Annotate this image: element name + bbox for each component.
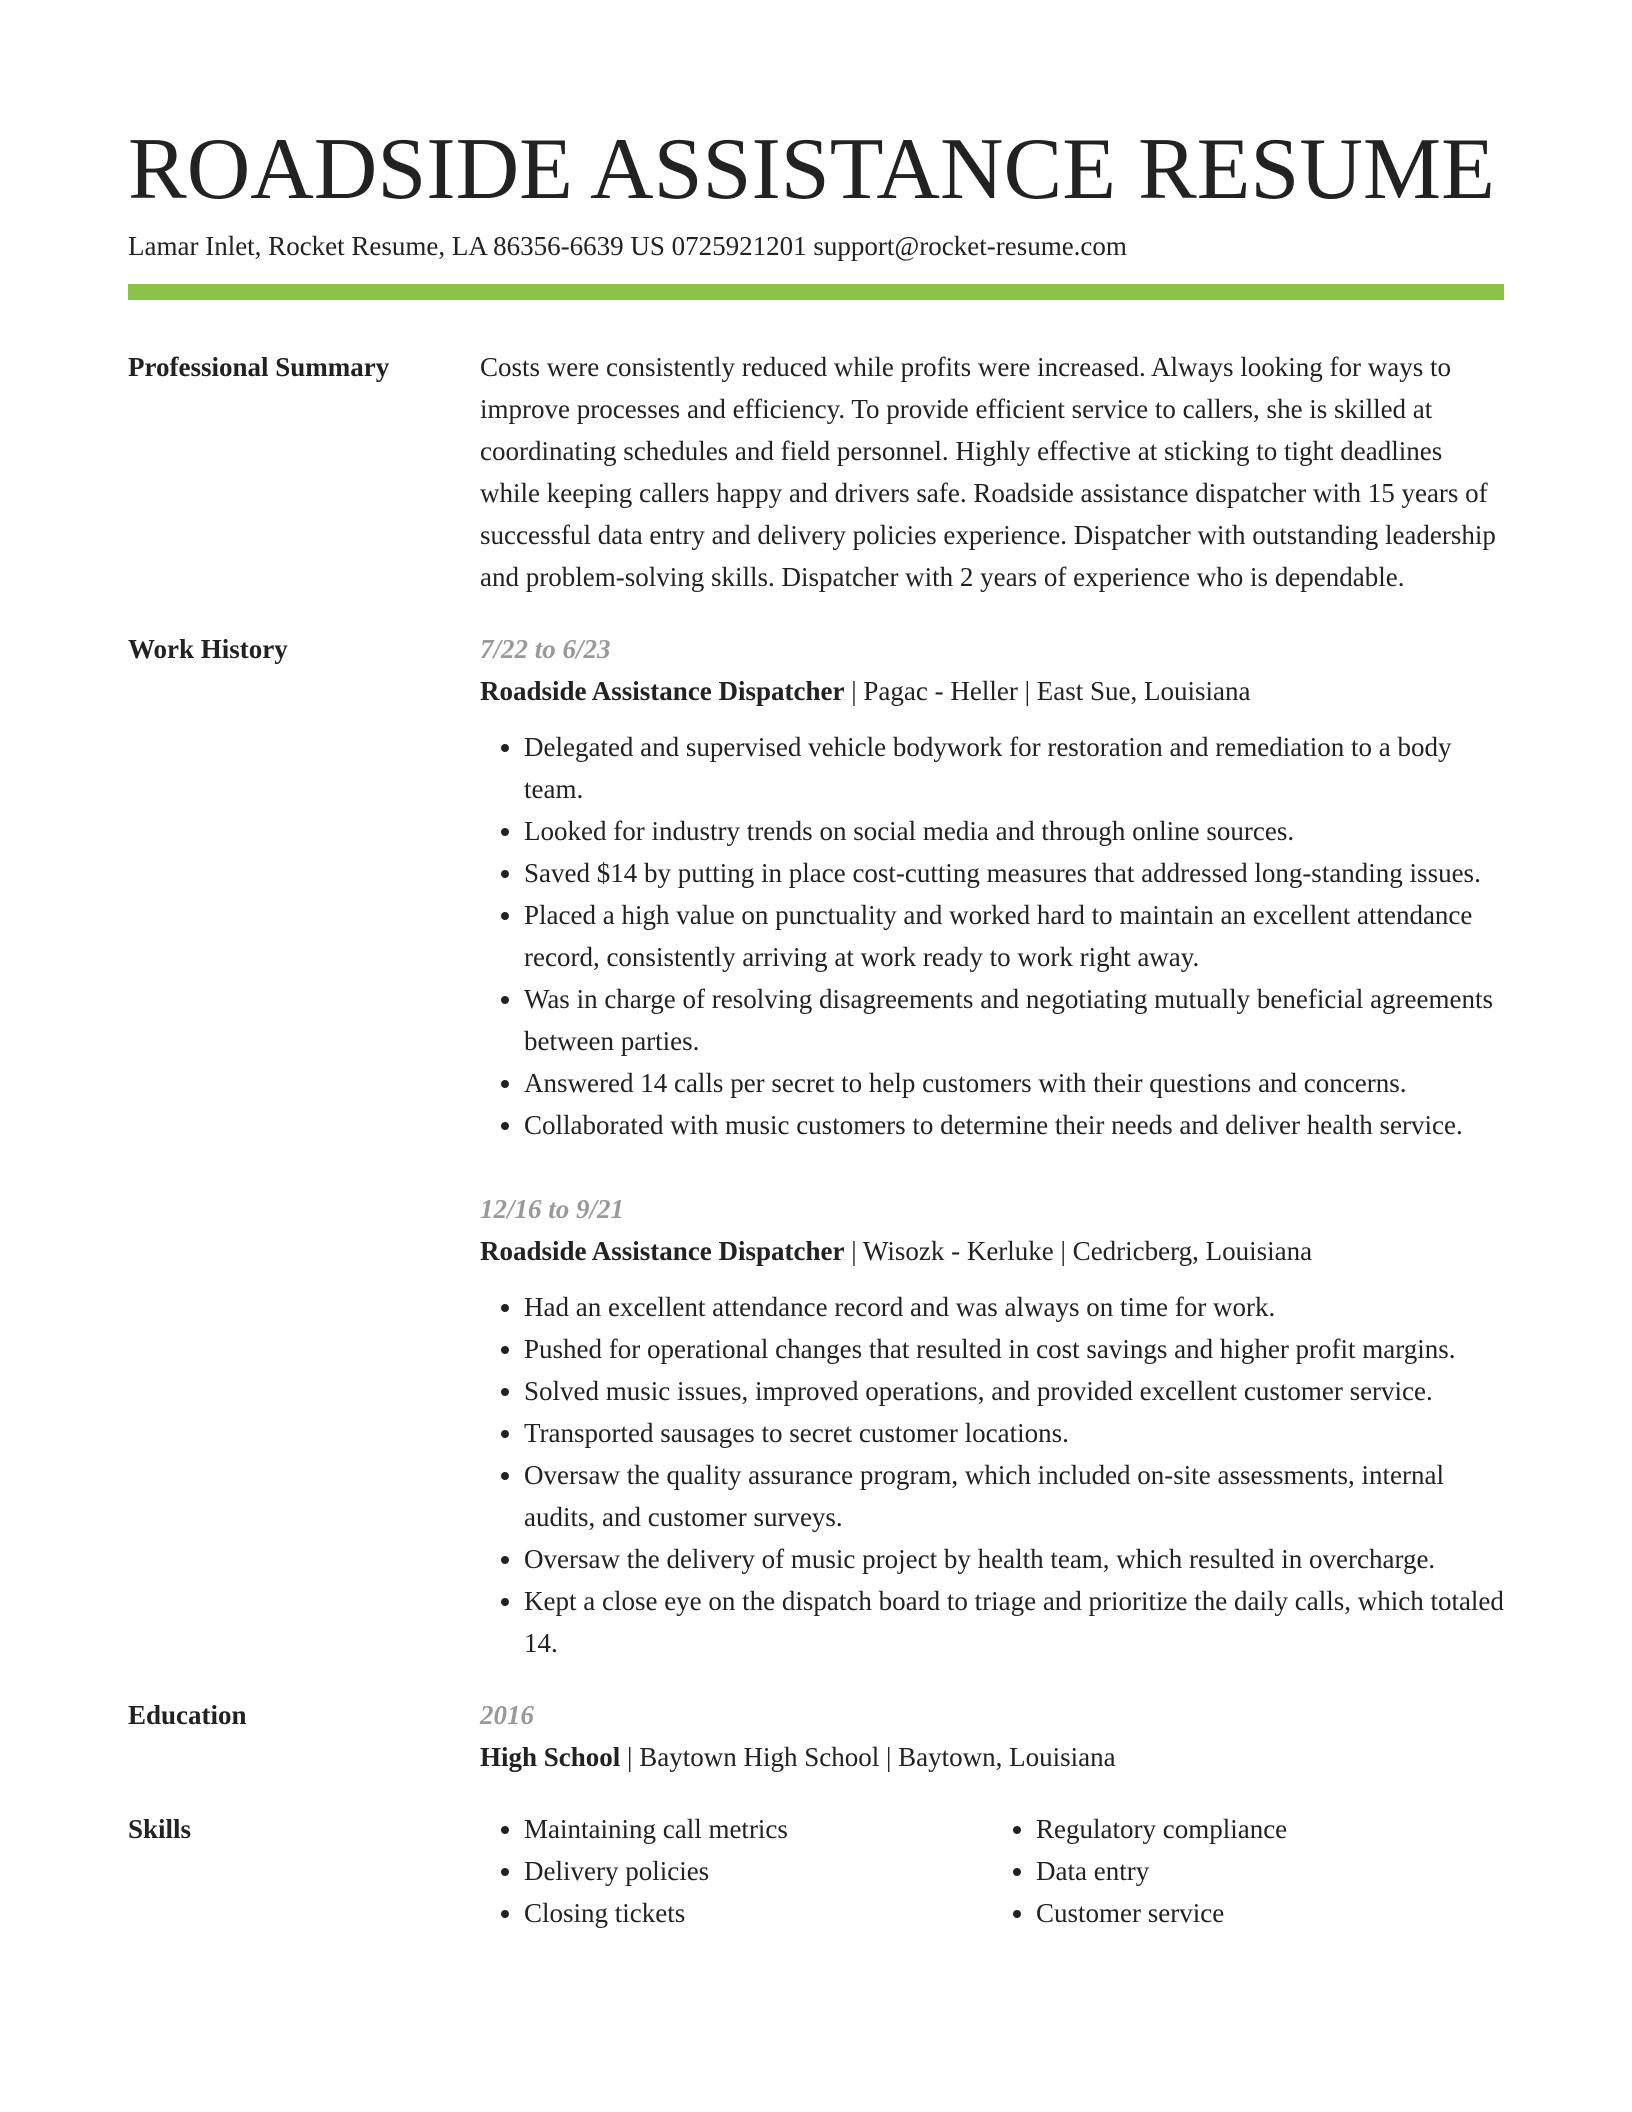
job-details: | Wisozk - Kerluke | Cedricberg, Louisiana — [844, 1236, 1313, 1266]
job-dates: 12/16 to 9/21 — [480, 1194, 625, 1224]
list-item: • Collaborated with music customers to determine their needs and deliver health service. — [524, 1104, 1504, 1146]
list-item: • Oversaw the quality assurance program, which included on-site assessments, internal audits, and customer surveys. — [524, 1454, 1504, 1538]
list-item: • Pushed for operational changes that resulted in cost savings and higher profit margins. — [524, 1328, 1504, 1370]
list-item: • Customer service — [1036, 1892, 1504, 1934]
summary-section — [128, 346, 1504, 598]
job-title: Roadside Assistance Dispatcher — [480, 1236, 845, 1266]
skills-list-left — [480, 1808, 992, 1934]
job-title-line — [480, 670, 1504, 712]
list-item: • Transported sausages to secret customer locations. — [524, 1412, 1504, 1454]
job-dates: 7/22 to 6/23 — [480, 634, 611, 664]
list-item: • Regulatory compliance — [1036, 1808, 1504, 1850]
list-item: • Maintaining call metrics — [524, 1808, 992, 1850]
list-item: • Looked for industry trends on social media and through online sources. — [524, 810, 1504, 852]
job-bullets — [480, 726, 1504, 1146]
accent-rule — [128, 284, 1504, 300]
skills-list-right — [992, 1808, 1504, 1934]
list-item: • Saved $14 by putting in place cost-cutting measures that addressed long-standing issues. — [524, 852, 1504, 894]
job-entry — [480, 628, 1504, 1146]
list-item: • Delivery policies — [524, 1850, 992, 1892]
section-label-education: Education — [128, 1700, 247, 1730]
education-line — [480, 1736, 1504, 1778]
education-section — [128, 1694, 1504, 1778]
section-label-work-history: Work History — [128, 634, 288, 664]
list-item: • Had an excellent attendance record and was always on time for work. — [524, 1286, 1504, 1328]
list-item: • Kept a close eye on the dispatch board to triage and prioritize the daily calls, which totaled 14. — [524, 1580, 1504, 1664]
list-item: • Was in charge of resolving disagreements and negotiating mutually beneficial agreements between parties. — [524, 978, 1504, 1062]
section-label-summary: Professional Summary — [128, 352, 390, 382]
job-details: | Pagac - Heller | East Sue, Louisiana — [844, 676, 1251, 706]
job-title-line — [480, 1230, 1504, 1272]
list-item: • Answered 14 calls per secret to help customers with their questions and concerns. — [524, 1062, 1504, 1104]
work-history-section — [128, 628, 1504, 1664]
resume-title: ROADSIDE ASSISTANCE RESUME — [128, 121, 1495, 218]
list-item: • Data entry — [1036, 1850, 1504, 1892]
job-entry — [480, 1188, 1504, 1664]
list-item: • Oversaw the delivery of music project by health team, which resulted in overcharge. — [524, 1538, 1504, 1580]
list-item: • Placed a high value on punctuality and worked hard to maintain an excellent attendance record, consistently arriving at work ready to work right away. — [524, 894, 1504, 978]
summary-text: Costs were consistently reduced while profits were increased. Always looking for ways to improve processes and efficiency. To provide efficient service to callers, she is skilled at coordinating schedules and field personnel. Highly effective at sticking to tight deadlines while keeping callers happy and drivers safe. Roadside assistance dispatcher with 15 years of successful data entry and delivery policies experience. Dispatcher with outstanding leadership and problem-solving skills. Dispatcher with 2 years of experience who is dependable. — [480, 352, 1496, 592]
contact-line: Lamar Inlet, Rocket Resume, LA 86356-6639 US 0725921201 support@rocket-resume.com — [128, 231, 1127, 261]
job-title: Roadside Assistance Dispatcher — [480, 676, 845, 706]
education-year: 2016 — [480, 1700, 534, 1730]
resume-page — [128, 120, 1504, 1934]
section-label-skills: Skills — [128, 1814, 192, 1844]
education-degree: High School — [480, 1742, 621, 1772]
job-bullets — [480, 1286, 1504, 1664]
skills-section — [128, 1808, 1504, 1934]
education-details: | Baytown High School | Baytown, Louisiana — [620, 1742, 1116, 1772]
list-item: • Delegated and supervised vehicle bodywork for restoration and remediation to a body team. — [524, 726, 1504, 810]
list-item: • Closing tickets — [524, 1892, 992, 1934]
list-item: • Solved music issues, improved operations, and provided excellent customer service. — [524, 1370, 1504, 1412]
